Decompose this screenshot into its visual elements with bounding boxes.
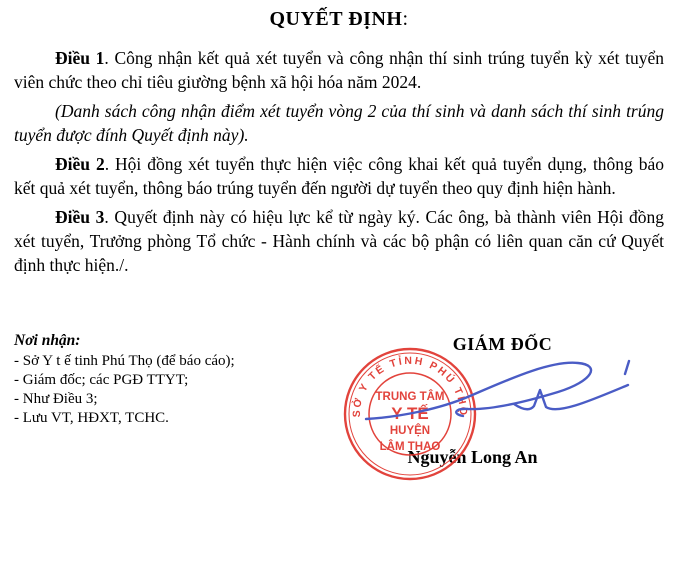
signature-stroke <box>625 361 629 374</box>
paragraph-article-1 <box>14 46 664 94</box>
recipients-block <box>14 331 235 428</box>
signature-stroke <box>366 363 591 419</box>
handwritten-signature <box>340 352 660 452</box>
article-3-text: . Quyết định này có hiệu lực kể từ ngày ký. Các ông, bà thành viên Hội đồng xét tuyển, Trưởng phòng Tổ chức - Hành chính và các bộ phận có liên quan căn cứ Quyết định thực hiện./. <box>14 207 665 275</box>
recipient-item: - Giám đốc; các PGĐ TTYT; <box>14 372 189 388</box>
article-2-label: Điều 2 <box>55 154 105 174</box>
document-title-text: QUYẾT ĐỊNH <box>269 8 403 30</box>
paragraph-article-3 <box>14 205 664 277</box>
stamp-center-line-4: LÂM THAO <box>379 441 441 453</box>
article-1-label: Điều 1 <box>55 48 105 68</box>
recipient-item: - Như Điều 3; <box>14 391 98 407</box>
document-title-colon: : <box>402 8 409 30</box>
signature-stroke <box>514 385 628 409</box>
article-1-text: . Công nhận kết quả xét tuyển và công nhận thí sinh trúng tuyển kỳ xét tuyển viên chức theo chỉ tiêu giường bệnh xã hội hóa năm 2024. <box>14 48 665 92</box>
signer-name: Nguyễn Long An <box>407 447 538 467</box>
document-body <box>0 0 700 277</box>
stamp-center-line-1: TRUNG TÂM <box>375 391 445 403</box>
stamp-center-line-3: HUYỆN <box>389 425 431 437</box>
annotation-text: (Danh sách công nhận điểm xét tuyển vòng 2 của thí sinh và danh sách thí sinh trúng tuyển được đính Quyết định này). <box>14 101 664 145</box>
recipient-item: - Sở Y t ế tinh Phú Thọ (để báo cáo); <box>14 353 235 369</box>
paragraph-article-2 <box>14 152 664 200</box>
document-title <box>14 8 664 31</box>
paragraph-annotation <box>14 99 664 147</box>
article-3-label: Điều 3 <box>55 207 105 227</box>
signer-title: GIÁM ĐỐC <box>452 334 553 354</box>
article-2-text: . Hội đồng xét tuyển thực hiện việc công khai kết quả tuyển dụng, thông báo kết quả xét tuyển, thông báo trúng tuyển đến người dự tuyển theo quy định hiện hành. <box>14 154 665 198</box>
stamp-center-line-2: Y TẾ <box>391 404 429 423</box>
recipients-heading: Nơi nhận: <box>14 332 81 349</box>
recipient-item: - Lưu VT, HĐXT, TCHC. <box>14 410 169 426</box>
stamp-ring-text: SỞ Y TẾ TỈNH PHÚ THỌ <box>350 354 470 418</box>
